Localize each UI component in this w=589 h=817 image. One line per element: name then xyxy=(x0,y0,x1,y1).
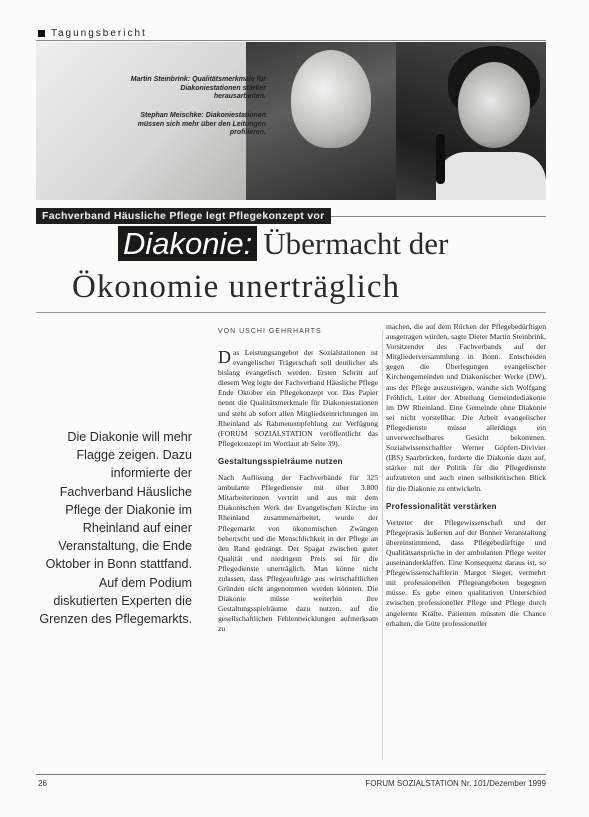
top-rule xyxy=(36,40,546,41)
paragraph: machen, die auf dem Rücken der Pflegebedürftigen ausgetragen würden, sagte Dieter Martin Steinbrink, Vorsitzender des Fachverbands auf der Mitgliederversammlung in Bonn. Entscheiden gegen die Überlegungen evangelischer Kirchengemeinden und Diakonischer Werke (DW), aus der Pflege auszusteigen, wandte sich Wolfgang Fröhlich, Leiter der Abteilung Gemeindediakonie im DW Rheinland. Eine Gemeinde ohne Diakonie sei nicht vorstellbar. Die Arbeit evangelischer Pflegedienste müsse allerdings ein unverwechselbares Gesicht bekommen. Sozialwissenschaftler Werner Göpfert-Divivier (IBS) Saarbrücken, forderte die Diakonie dazu auf, stärker mit der Politik für die Pflegedienste aufzutreten und auch einen selbstkritischen Blick für die Diakonie zu entwickeln. xyxy=(386,322,546,493)
article-column-1 xyxy=(218,348,378,635)
byline: VON USCHI GEHRHARTS xyxy=(218,328,322,335)
article-column-2 xyxy=(386,322,546,629)
subheading: Professionalität verstärken xyxy=(386,501,497,511)
kicker-banner: Fachverband Häusliche Pflege legt Pflegekonzept vor xyxy=(36,208,331,224)
speaker-portrait-right xyxy=(458,62,530,148)
page-number: 26 xyxy=(38,779,47,788)
paragraph: Nach Auflösung der Fachverbände für 325 ambulante Pflegedienste mit über 3.800 Mitarbeiterinnen vertritt und aus mit dem Diakonischen Werk der Evangelischen Kirche im Rheinland zusammenarbeitet, wurde der Pflegemarkt von ökonomischen Zwängen beherrscht und die Menschlichkeit in der Pflege an den Rand gedrängt. Der Spagat zwischen guter Qualität und niedrigem Preis sei für die Pflegedienste unerträglich. Man könne nicht zulassen, dass Pflegeaufträge aus wirtschaftlichen Gründen nicht angenommen werden könnten. Die Diakonie müsse weiterhin ihre Gestaltungsspielräume dazu nutzen, auf die gesellschaftlichen Fehlentwicklungen aufmerksam zu xyxy=(218,473,378,634)
pull-quote: Die Diakonie will mehr Flagge zeigen. Dazu informierte der Fachverband Häusliche Pflege der Diakonie im Rheinland auf einer Veranstaltung, die Ende Oktober in Bonn stattfand. Auf dem Podium diskutierten Experten die Grenzen des Pflegemarkts. xyxy=(39,430,192,627)
headline-text: Übermacht der xyxy=(263,226,449,261)
microphone-icon xyxy=(436,134,445,184)
speaker-portrait-left xyxy=(291,50,371,148)
paragraph: Das Leistungsangebot der Sozialstationen ist evangelischer Trägerschaft soll deutlicher als bislang evangelisch werden. Ersten Schritt auf diesem Weg legte der Fachverband Häusliche Pflege Ende Oktober ein Pflegekonzept vor. Das Papier nennt die Qualitätsmerkmale für Diakoniestationen und steht ab sofort allen Mitgliedseinrichtungen im Rheinland als Rahmenempfehlung zur Verfügung (FORUM SOZIALSTATION veröffentlicht das Pflegekonzept im Wortlaut ab Seite 39). xyxy=(218,347,378,448)
section-label-text: Tagungsbericht xyxy=(51,28,147,39)
section-label xyxy=(38,28,147,39)
headline-tag: Diakonie: xyxy=(118,226,257,261)
dropcap: D xyxy=(218,347,231,367)
photo xyxy=(36,42,546,200)
journal-info: FORUM SOZIALSTATION Nr. 101/Dezember 1999 xyxy=(365,779,546,788)
photo-caption: Martin Steinbrink: Qualitätsmerkmale für Diakoniestationen stärker herausarbeiten. xyxy=(130,76,266,100)
subheading: Gestaltungsspielräume nutzen xyxy=(218,456,343,466)
headline-line-2: Ökonomie unerträglich xyxy=(72,269,400,305)
column-divider xyxy=(382,330,383,760)
footer-rule xyxy=(36,774,546,775)
headline-line-1 xyxy=(118,226,448,262)
square-bullet-icon xyxy=(38,30,45,37)
paragraph: Vertreter der Pflegewissenschaft und der Pflegepraxis äußerten auf der Bonner Veranstaltung übereinstimmend, dass Pflegebedürftige und Qualitätsansprüche in der ambulanten Pflege weiter auseinanderklaffen. Eine Konsequenz daraus ist, so Pflegewissenschaftlerin Margot Sieger, vermehrt mit professionellen Pflegeangeboten begegnen müsse. Es gebe einen qualitativen Unterschied zwischen professioneller Pflege und Pflege durch angelernte Kräfte. Patienten müssten die Chance erhalten, die Güte professioneller xyxy=(386,517,546,628)
headline-rule xyxy=(36,312,546,313)
photo-caption: Stephan Meischke: Diakoniestationen müssen sich mehr über den Leitungen profilieren. xyxy=(137,112,266,136)
